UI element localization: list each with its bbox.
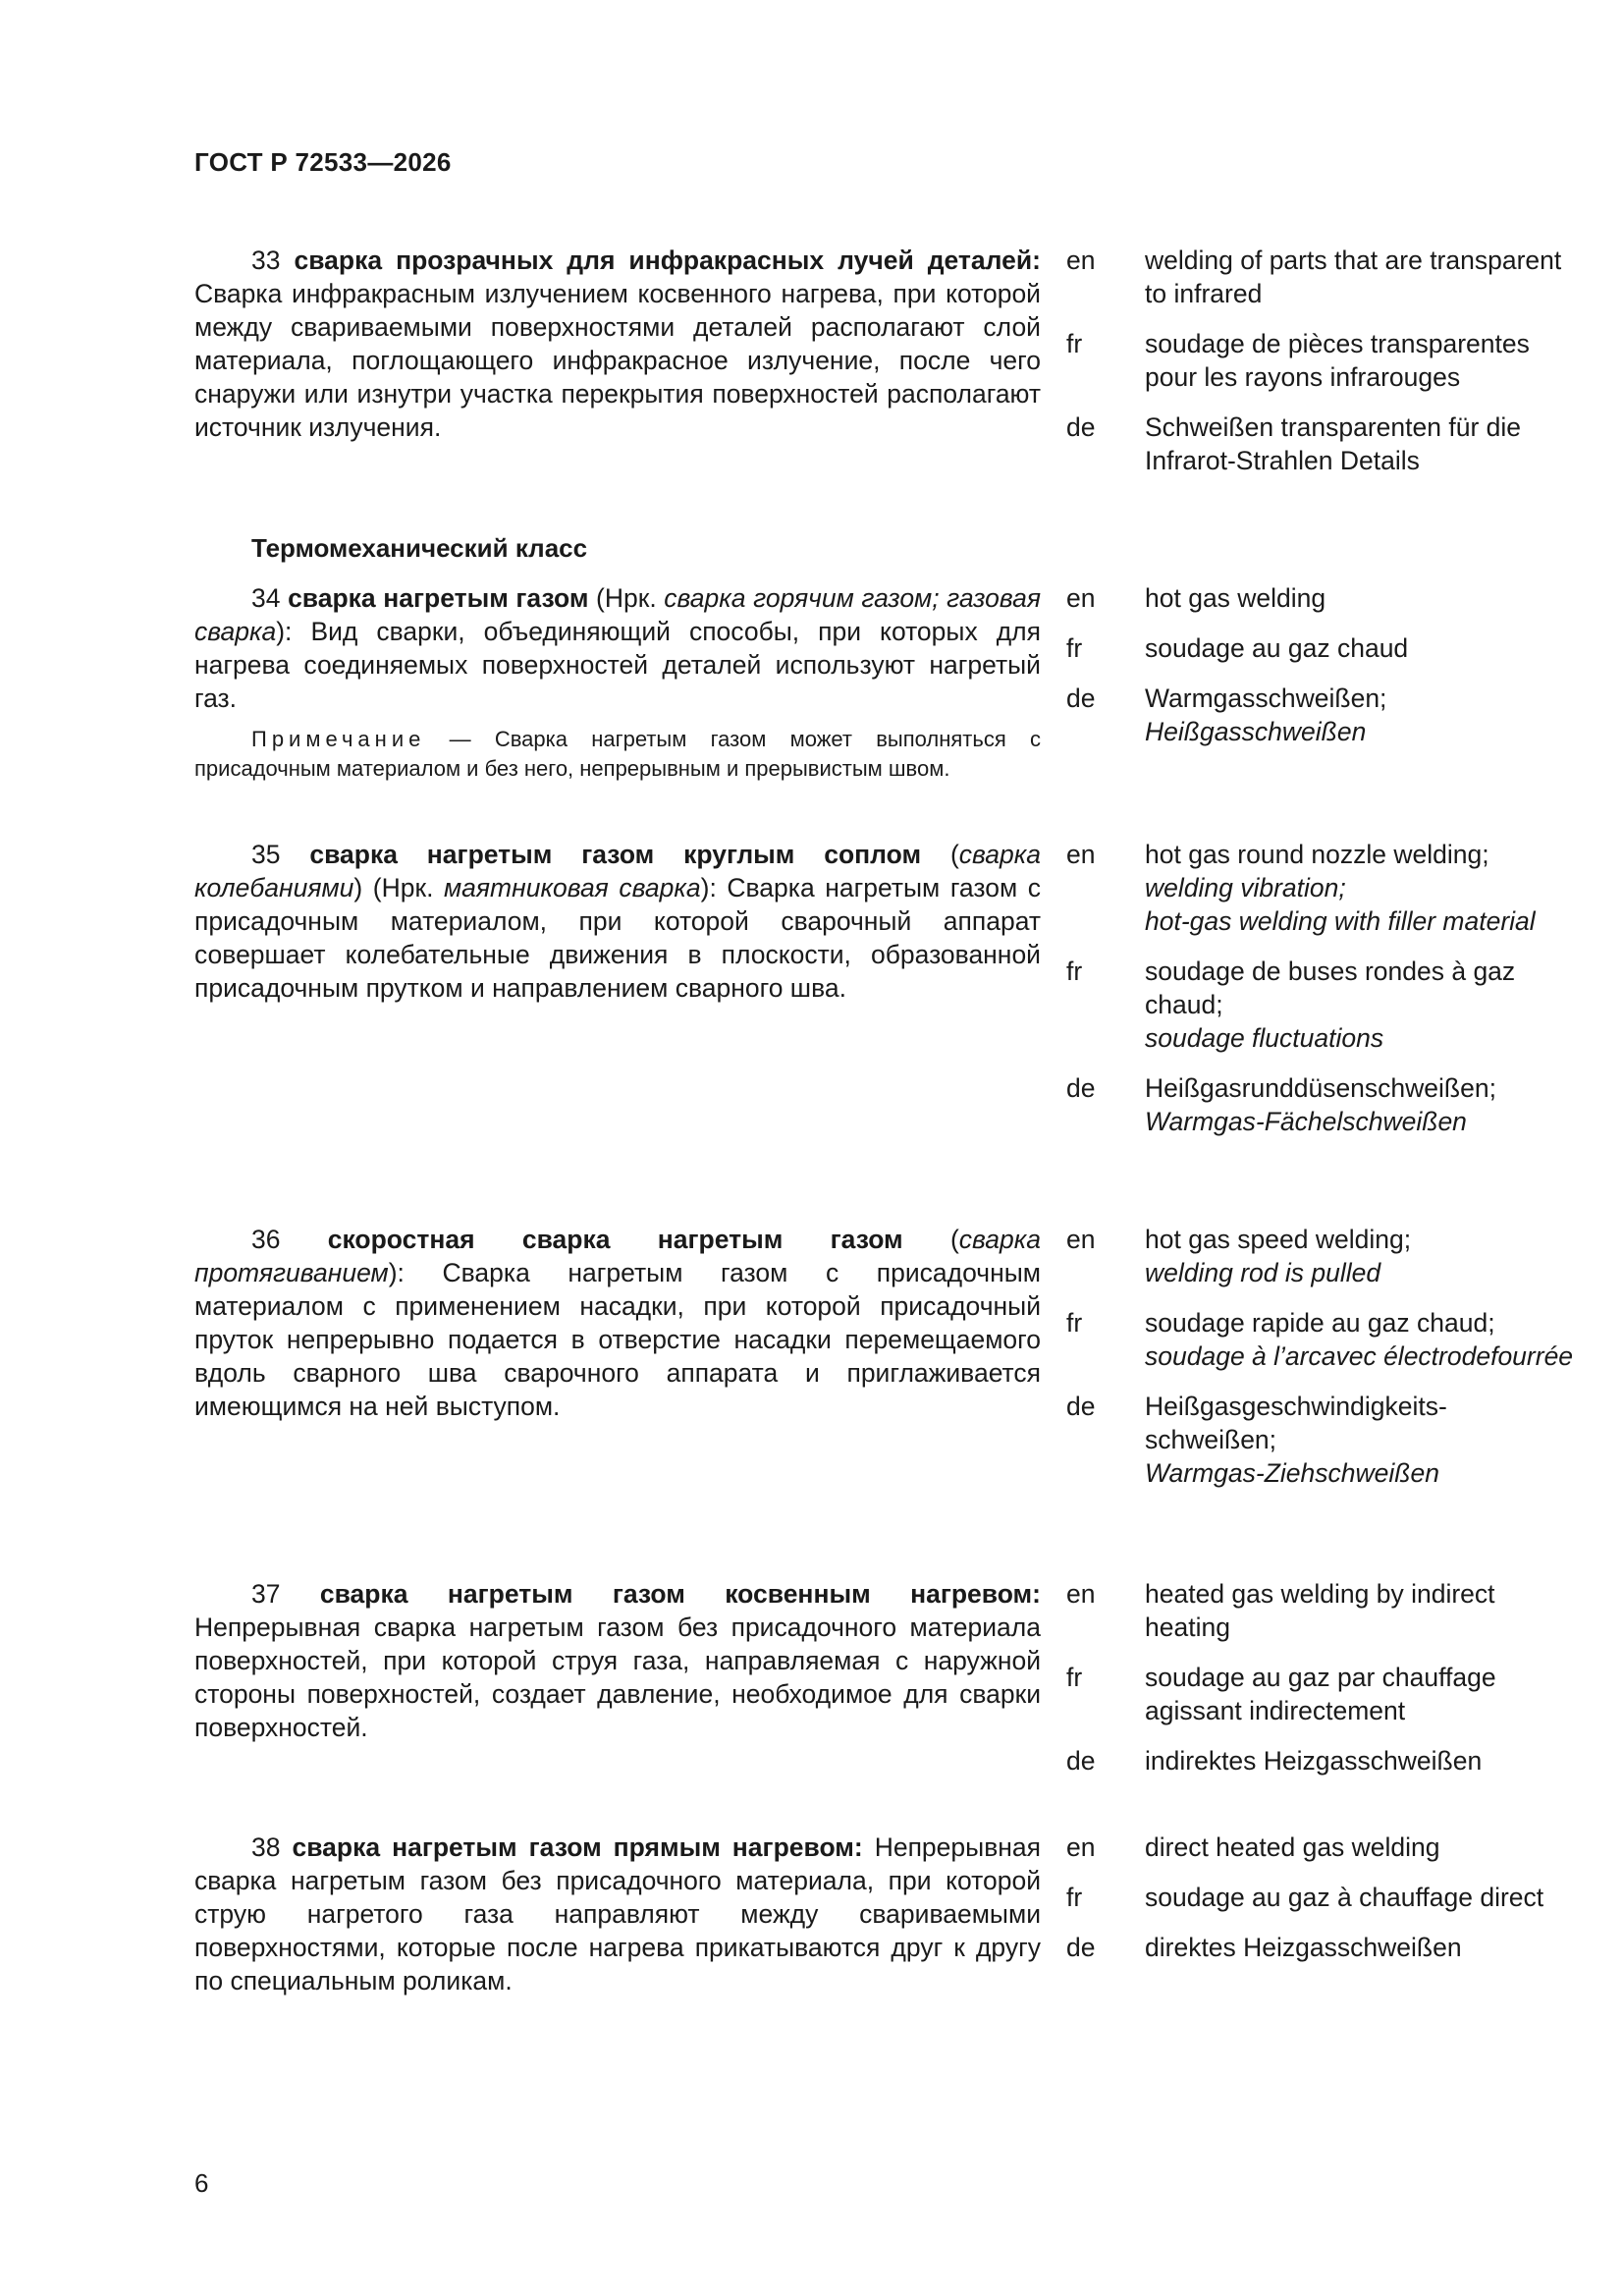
- synonym-prefix: (: [921, 840, 959, 869]
- lang-code: de: [1066, 412, 1096, 442]
- note-label: Примечание: [251, 727, 426, 751]
- lang-code: de: [1066, 683, 1096, 713]
- document-header: ГОСТ Р 72533—2026: [194, 147, 452, 177]
- entry-number: 37: [251, 1579, 281, 1609]
- lang-code: de: [1066, 1392, 1096, 1421]
- lang-term: heated gas welding by indirect heating: [1145, 1579, 1495, 1642]
- entry-term: сварка нагретым газом: [288, 583, 589, 613]
- lang-fr: [1066, 327, 1577, 394]
- lang-term: soudage de pièces transparentes pour les rayons infrarouges: [1145, 329, 1530, 392]
- entry-number: 35: [251, 840, 281, 869]
- lang-code: fr: [1066, 633, 1083, 663]
- entry-definition: [194, 581, 1041, 784]
- lang-fr: [1066, 955, 1577, 1055]
- lang-en: [1066, 244, 1577, 310]
- entry-definition-text: Вид сварки, объединяющий способы, при которых для нагрева соединяемых поверхностей деталей используют нагретый газ.: [194, 617, 1041, 713]
- entry-definition: [194, 1831, 1041, 1997]
- entry-definition-text: Непрерывная сварка нагретым газом без присадочного материала, при которой струю нагретого газа направляют между свариваемыми поверхностями, которые после нагрева прикатываются друг к другу по специальным роликам.: [194, 1832, 1041, 1995]
- lang-term: soudage au gaz à chauffage direct: [1145, 1883, 1544, 1912]
- entry-synonym: сварка горячим газом; газовая сварка: [194, 583, 1041, 646]
- lang-de: [1066, 1744, 1577, 1777]
- lang-term: Schweißen transparenten für die Infrarot-Strahlen Details: [1145, 412, 1521, 475]
- lang-term: Heißgasgeschwindigkeits-schweißen;: [1145, 1392, 1447, 1454]
- lang-term: hot gas welding: [1145, 583, 1326, 613]
- lang-term: soudage au gaz chaud: [1145, 633, 1409, 663]
- lang-code: en: [1066, 840, 1096, 869]
- lang-term: welding of parts that are transparent to infrared: [1145, 246, 1562, 308]
- lang-code: fr: [1066, 1883, 1083, 1912]
- lang-term-synonym: soudage à l’arcavec électrodefourrée: [1145, 1341, 1574, 1371]
- entry-synonym: сварка протягиванием: [194, 1225, 1041, 1287]
- lang-en: [1066, 1577, 1577, 1644]
- lang-term-synonym: hot-gas welding with filler material: [1145, 906, 1536, 936]
- entry-term: сварка нагретым газом прямым нагревом:: [292, 1832, 863, 1862]
- synonym-prefix: (Нрк.: [588, 583, 665, 613]
- entry-number: 33: [251, 246, 281, 275]
- lang-fr: [1066, 1881, 1577, 1914]
- lang-fr: [1066, 1306, 1577, 1373]
- lang-code: en: [1066, 583, 1096, 613]
- entry-number: 34: [251, 583, 281, 613]
- entry-translations: [1066, 1831, 1577, 1981]
- lang-term: direct heated gas welding: [1145, 1832, 1440, 1862]
- lang-de: [1066, 410, 1577, 477]
- entry-definition-text: Сварка инфракрасным излучением косвенного нагрева, при которой между свариваемыми поверхностями деталей располагают слой материала, поглощающего инфракрасное излучение, после чего снаружи или изнутри участка перекрытия поверхностей располагают источник излучения.: [194, 279, 1041, 442]
- lang-de: [1066, 1931, 1577, 1964]
- synonym-separator: ) (Нрк.: [353, 873, 444, 902]
- lang-term: soudage rapide au gaz chaud;: [1145, 1308, 1495, 1338]
- lang-code: en: [1066, 1225, 1096, 1254]
- entry-number: 36: [251, 1225, 281, 1254]
- lang-en: [1066, 838, 1577, 938]
- entry-translations: [1066, 1577, 1577, 1794]
- lang-term-synonym: Warmgas-Fächelschweißen: [1145, 1107, 1467, 1136]
- lang-term: direktes Heizgasschweißen: [1145, 1933, 1462, 1962]
- lang-term: Heißgasrunddüsenschweißen;: [1145, 1073, 1496, 1103]
- lang-term: hot gas speed welding;: [1145, 1225, 1412, 1254]
- lang-fr: [1066, 631, 1577, 665]
- lang-term-synonym: welding rod is pulled: [1145, 1258, 1381, 1287]
- lang-term: soudage au gaz par chauffage agissant indirectement: [1145, 1663, 1496, 1725]
- lang-code: fr: [1066, 1308, 1083, 1338]
- entry-number: 38: [251, 1832, 281, 1862]
- entry-definition-text: Сварка нагретым газом с присадочным материалом с применением насадки, при которой присадочный пруток непрерывно подается в отверстие насадки перемещаемого вдоль сварного шва сварочного аппарата и приглаживается имеющимся на ней выступом.: [194, 1258, 1041, 1421]
- entry-definition: [194, 1223, 1041, 1423]
- lang-term-synonym: welding vibration;: [1145, 873, 1346, 902]
- lang-code: fr: [1066, 329, 1083, 358]
- lang-code: en: [1066, 1579, 1096, 1609]
- entry-definition-text: Непрерывная сварка нагретым газом без присадочного материала поверхностей, при которой струя газа, направляемая с наружной стороны поверхностей, создает давление, необходимое для сварки поверхностей.: [194, 1613, 1041, 1742]
- entry-note: [194, 725, 1041, 784]
- lang-code: fr: [1066, 1663, 1083, 1692]
- lang-de: [1066, 682, 1577, 748]
- entry-translations: [1066, 1223, 1577, 1506]
- entry-translations: [1066, 838, 1577, 1155]
- entry-definition: [194, 244, 1041, 444]
- synonym-suffix: ):: [276, 617, 311, 646]
- synonym-suffix: ):: [700, 873, 728, 902]
- lang-code: de: [1066, 1746, 1096, 1776]
- entry-translations: [1066, 244, 1577, 494]
- synonym-prefix: (: [902, 1225, 959, 1254]
- lang-term: indirektes Heizgasschweißen: [1145, 1746, 1483, 1776]
- entry-term: скоростная сварка нагретым газом: [327, 1225, 903, 1254]
- lang-term-synonym: soudage fluctuations: [1145, 1023, 1384, 1053]
- synonym-suffix: ):: [388, 1258, 443, 1287]
- entry-synonym-deprecated: маятниковая сварка: [443, 873, 701, 902]
- entry-term: сварка нагретым газом косвенным нагревом:: [319, 1579, 1041, 1609]
- entry-definition-text: Сварка нагретым газом с присадочным материалом, при которой сварочный аппарат совершает колебательные движения в плоскости, образованной присадочным прутком и направлением сварного шва.: [194, 873, 1041, 1003]
- entry-term: сварка нагретым газом круглым соплом: [309, 840, 922, 869]
- lang-term: hot gas round nozzle welding;: [1145, 840, 1489, 869]
- lang-code: fr: [1066, 957, 1083, 986]
- lang-de: [1066, 1071, 1577, 1138]
- lang-code: de: [1066, 1073, 1096, 1103]
- lang-de: [1066, 1390, 1577, 1490]
- lang-en: [1066, 1223, 1577, 1289]
- note-text: — Сварка нагретым газом может выполняться с присадочным материалом и без него, непрерывным и прерывистым швом.: [194, 727, 1041, 781]
- entry-term: сварка прозрачных для инфракрасных лучей деталей:: [294, 246, 1041, 275]
- section-title: Термомеханический класс: [251, 533, 588, 563]
- lang-code: en: [1066, 1832, 1096, 1862]
- lang-en: [1066, 581, 1577, 615]
- entry-definition: [194, 838, 1041, 1005]
- lang-fr: [1066, 1661, 1577, 1727]
- entry-definition: [194, 1577, 1041, 1744]
- lang-code: en: [1066, 246, 1096, 275]
- page-number: 6: [194, 2168, 209, 2198]
- entry-synonym: сварка колебаниями: [194, 840, 1041, 902]
- lang-term: soudage de buses rondes à gaz chaud;: [1145, 957, 1516, 1019]
- lang-code: de: [1066, 1933, 1096, 1962]
- lang-term: Warmgasschweißen;: [1145, 683, 1387, 713]
- lang-term-synonym: Heißgasschweißen: [1145, 717, 1367, 746]
- lang-term-synonym: Warmgas-Ziehschweißen: [1145, 1458, 1439, 1488]
- lang-en: [1066, 1831, 1577, 1864]
- entry-translations: [1066, 581, 1577, 765]
